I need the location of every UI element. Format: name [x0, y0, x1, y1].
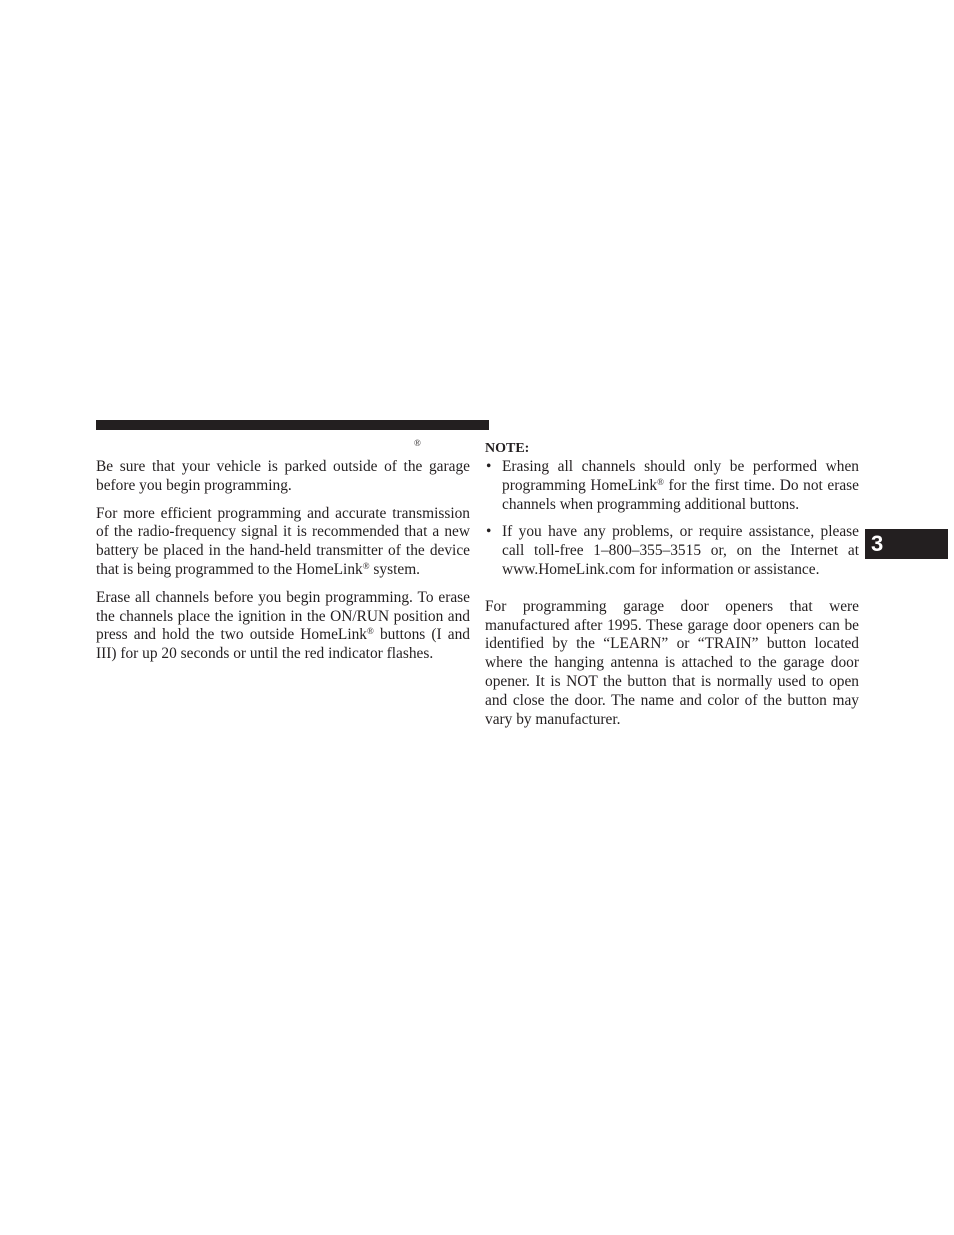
paragraph-new-battery: For more efficient programming and accurate transmission of the radio-frequency signal it is recommended that a new battery be placed in the hand-held transmitter of the device that is being programmed to the HomeLink® system. [96, 504, 470, 578]
paragraph-erase-channels: Erase all channels before you begin programming. To erase the channels place the ignition in the ON/RUN position and press and hold the two outside HomeLink® buttons (I and III) for up 20 seconds or until the red indicator flashes. [96, 588, 470, 663]
bullet-icon: • [486, 523, 492, 541]
left-column [96, 458, 470, 673]
paragraph-garage-openers-1995: For programming garage door openers that were manufactured after 1995. These garage door openers can be identified by the “LEARN” or “TRAIN” button located where the hanging antenna is attached to the garage door opener. It is NOT the button that is normally used to open and close the door. The name and color of the button may vary by manufacturer. [485, 597, 859, 728]
list-item [485, 523, 859, 579]
paragraph-parked-outside: Be sure that your vehicle is parked outside of the garage before you begin programming. [96, 458, 470, 494]
note-bullet-text: If you have any problems, or require assistance, please call toll-free 1–800–355–3515 or, on the Internet at www.HomeLink.com for information or assistance. [502, 523, 859, 578]
chapter-number: 3 [871, 531, 884, 556]
bullet-icon: • [486, 458, 492, 475]
registered-trademark-mark: ® [414, 438, 421, 448]
note-bullet-list [485, 458, 859, 580]
section-header-rule [96, 420, 489, 430]
chapter-tab [865, 529, 948, 559]
note-label: NOTE: [485, 441, 530, 456]
right-column [485, 440, 859, 729]
list-item [485, 458, 859, 514]
note-bullet-text: Erasing all channels should only be performed when programming HomeLink® for the first time. Do not erase channels when programming additional buttons. [502, 458, 860, 513]
